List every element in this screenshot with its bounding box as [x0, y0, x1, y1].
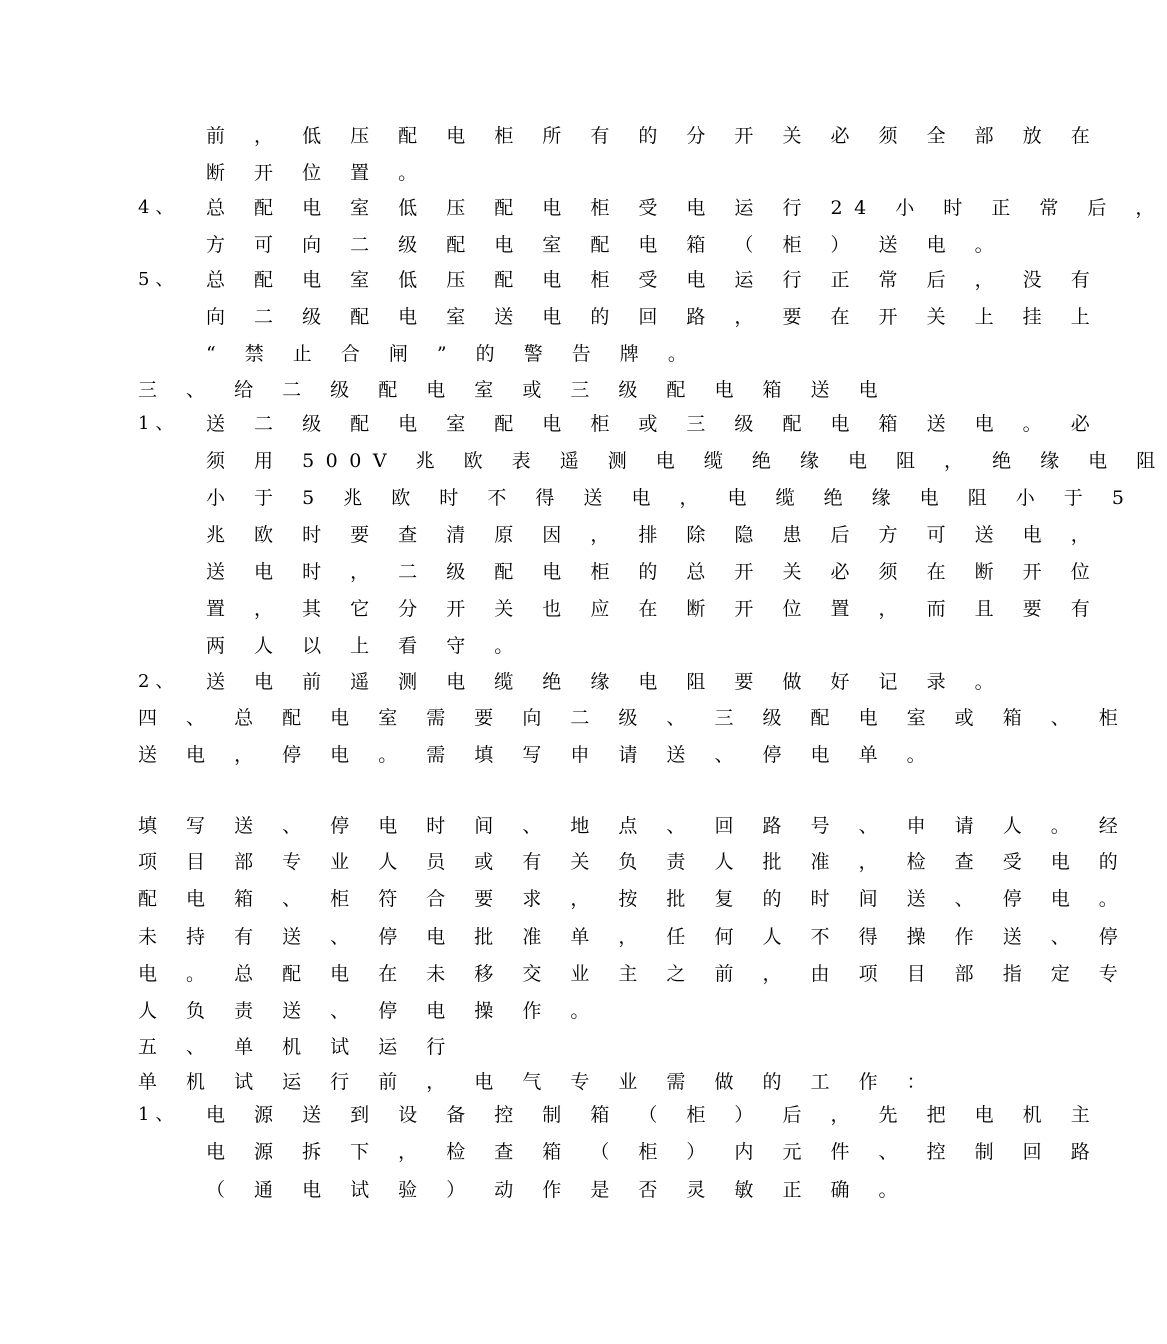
line-text: 方 可 向 二 级 配 电 室 配 电 箱 （ 柜 ） 送 电 。 — [206, 234, 1006, 256]
line-text: 总 配 电 室 低 压 配 电 柜 受 电 运 行 正 常 后 ， 没 有 — [206, 269, 1102, 291]
line-text: 送 电 时 ， 二 级 配 电 柜 的 总 开 关 必 须 在 断 开 位 — [206, 561, 1102, 583]
line-text: 总 配 电 室 低 压 配 电 柜 受 电 运 行 24 小 时 正 常 后 ， — [206, 197, 1166, 219]
line-text: 未 持 有 送 、 停 电 批 准 单 ， 任 何 人 不 得 操 作 送 、 停 — [138, 926, 1130, 948]
line-text: 填 写 送 、 停 电 时 间 、 地 点 、 回 路 号 、 申 请 人 。 经 — [138, 815, 1130, 837]
line-text: 单 机 试 运 行 前 ， 电 气 专 业 需 做 的 工 作 ： — [138, 1071, 938, 1093]
list-number: 2、 — [138, 671, 180, 692]
heading-text: 三 、 给 二 级 配 电 室 或 三 级 配 电 箱 送 电 — [138, 379, 890, 401]
line-text: 置 ， 其 它 分 开 关 也 应 在 断 开 位 置 ， 而 且 要 有 — [206, 598, 1102, 620]
line-text: 送 电 前 遥 测 电 缆 绝 缘 电 阻 要 做 好 记 录 。 — [206, 671, 1006, 693]
line-text: 小 于 5 兆 欧 时 不 得 送 电 ， 电 缆 绝 缘 电 阻 小 于 5 — [206, 487, 1136, 509]
line-text: 送 电 ， 停 电 。 需 填 写 申 请 送 、 停 电 单 。 — [138, 744, 938, 766]
list-number: 1、 — [138, 413, 180, 434]
line-text: 配 电 箱 、 柜 符 合 要 求 ， 按 批 复 的 时 间 送 、 停 电 。 — [138, 888, 1130, 910]
line-text: “ 禁 止 合 闸 ” 的 警 告 牌 。 — [206, 343, 699, 365]
line-text: 须 用 500V 兆 欧 表 遥 测 电 缆 绝 缘 电 阻 ， 绝 缘 电 阻 — [206, 450, 1167, 472]
list-number: 5、 — [138, 269, 180, 290]
heading-text: 五 、 单 机 试 运 行 — [138, 1036, 457, 1058]
list-number: 4、 — [138, 197, 180, 218]
line-text: 前 ， 低 压 配 电 柜 所 有 的 分 开 关 必 须 全 部 放 在 — [206, 125, 1102, 147]
line-text: 人 负 责 送 、 停 电 操 作 。 — [138, 1000, 601, 1022]
line-text: 兆 欧 时 要 查 清 原 因 ， 排 除 隐 患 后 方 可 送 电 ， — [206, 524, 1102, 546]
line-text: 项 目 部 专 业 人 员 或 有 关 负 责 人 批 准 ， 检 查 受 电 的 — [138, 851, 1130, 873]
line-text: 两 人 以 上 看 守 。 — [206, 635, 525, 657]
line-text: 电 源 送 到 设 备 控 制 箱 （ 柜 ） 后 ， 先 把 电 机 主 — [206, 1104, 1102, 1126]
line-text: 断 开 位 置 。 — [206, 162, 429, 184]
line-text: （ 通 电 试 验 ） 动 作 是 否 灵 敏 正 确 。 — [206, 1179, 910, 1201]
line-text: 送 二 级 配 电 室 配 电 柜 或 三 级 配 电 箱 送 电 。 必 — [206, 413, 1102, 435]
line-text: 电 。 总 配 电 在 未 移 交 业 主 之 前 ， 由 项 目 部 指 定 专 — [138, 963, 1130, 985]
heading-text: 四 、 总 配 电 室 需 要 向 二 级 、 三 级 配 电 室 或 箱 、 柜 — [138, 707, 1130, 729]
line-text: 电 源 拆 下 ， 检 查 箱 （ 柜 ） 内 元 件 、 控 制 回 路 — [206, 1141, 1102, 1163]
line-text: 向 二 级 配 电 室 送 电 的 回 路 ， 要 在 开 关 上 挂 上 — [206, 306, 1102, 328]
list-number: 1、 — [138, 1104, 180, 1125]
